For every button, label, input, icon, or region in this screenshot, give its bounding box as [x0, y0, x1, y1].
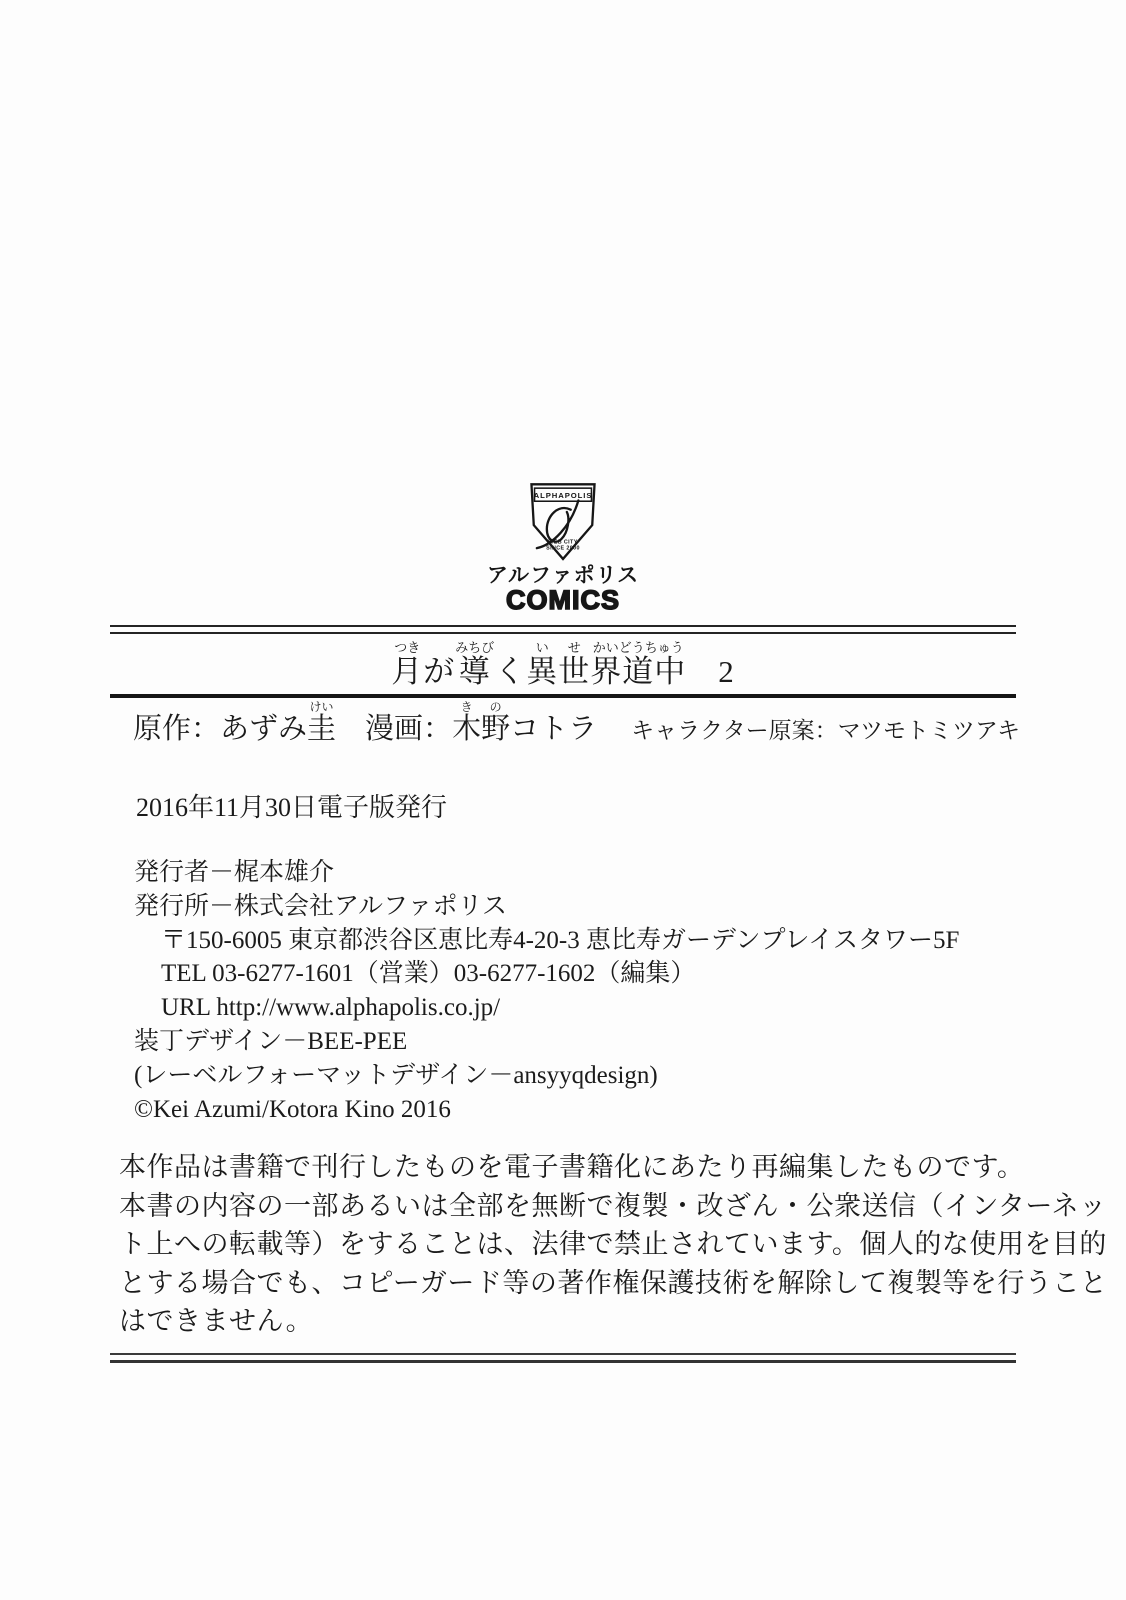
shield-label: ALPHAPOLIS [533, 491, 593, 501]
copyright-line: ©Kei Azumi/Kotora Kino 2016 [134, 1095, 451, 1123]
brand-name-japanese: アルファポリス [486, 564, 640, 587]
book-title [0, 640, 1126, 691]
publication-date: 2016年11月30日電子版発行 [136, 793, 448, 822]
title-segment: 界道中かいどうちゅう [590, 640, 687, 689]
label-format-design-line: (レーベルフォーマットデザイン－ansyyqdesign) [134, 1061, 658, 1089]
brand-name-comics: COMICS [506, 585, 620, 615]
credits-main [133, 700, 598, 745]
publisher-info [134, 856, 959, 1126]
shield-since-label: SINCE 2000 [546, 545, 580, 552]
title-segment: 月つき [391, 640, 424, 689]
legal-notice [119, 1148, 1107, 1341]
publisher-company-line: 発行所－株式会社アルファポリス [134, 892, 508, 920]
publisher-url-line: URL http://www.alphapolis.co.jp/ [161, 994, 501, 1022]
credits-line [133, 700, 1020, 747]
notice-line: とする場合でも、コピーガード等の著作権保護技術を解除して複製等を行うこと [119, 1267, 1108, 1298]
publisher-phone-line: TEL 03-6277-1601（営業）03-6277-1602（編集） [161, 960, 696, 988]
title-segment: 導みちび [455, 640, 495, 689]
title-segment: 世せ [558, 640, 591, 689]
shield-webcity-label: WEB CITY [548, 539, 578, 546]
original-author-ruby: 圭けい [307, 700, 337, 745]
notice-line: 本作品は書籍で刊行したものを電子書籍化にあたり再編集したものです。 [119, 1152, 1025, 1182]
title-segment: 異い [526, 640, 559, 689]
publisher-person-line: 発行者－梶本雄介 [134, 859, 335, 886]
credits-gap [336, 713, 365, 745]
bottom-double-divider [110, 1353, 1016, 1363]
manga-artist-ruby: 木き [452, 700, 482, 745]
alphapolis-shield-icon [524, 482, 602, 562]
notice-line: 本書の内容の一部あるいは全部を無断で複製・改ざん・公衆送信（インターネッ [119, 1190, 1107, 1221]
manga-artist-label: 漫画： [365, 713, 453, 745]
title-segment: く [494, 654, 527, 689]
manga-artist-ruby: 野の [481, 700, 511, 745]
original-author-label: 原作：あずみ [133, 713, 308, 745]
title-segment: 2 [686, 654, 735, 689]
title-segment: が [423, 654, 456, 689]
title-underline-divider [110, 694, 1016, 698]
notice-line: はできません。 [119, 1306, 314, 1336]
character-design-credit: キャラクター原案：マツモトミツアキ [631, 718, 1021, 743]
publisher-address-line: 〒150-6005 東京都渋谷区恵比寿4-20-3 恵比寿ガーデンプレイスタワー5F [161, 926, 960, 954]
notice-line: ト上への転載等）をすることは、法律で禁止されています。個人的な使用を目的 [119, 1229, 1107, 1259]
manga-artist-name: コトラ [510, 713, 598, 745]
top-double-divider [110, 625, 1016, 634]
publisher-logo [0, 482, 1126, 614]
cover-design-line: 装丁デザイン－BEE-PEE [134, 1027, 408, 1055]
